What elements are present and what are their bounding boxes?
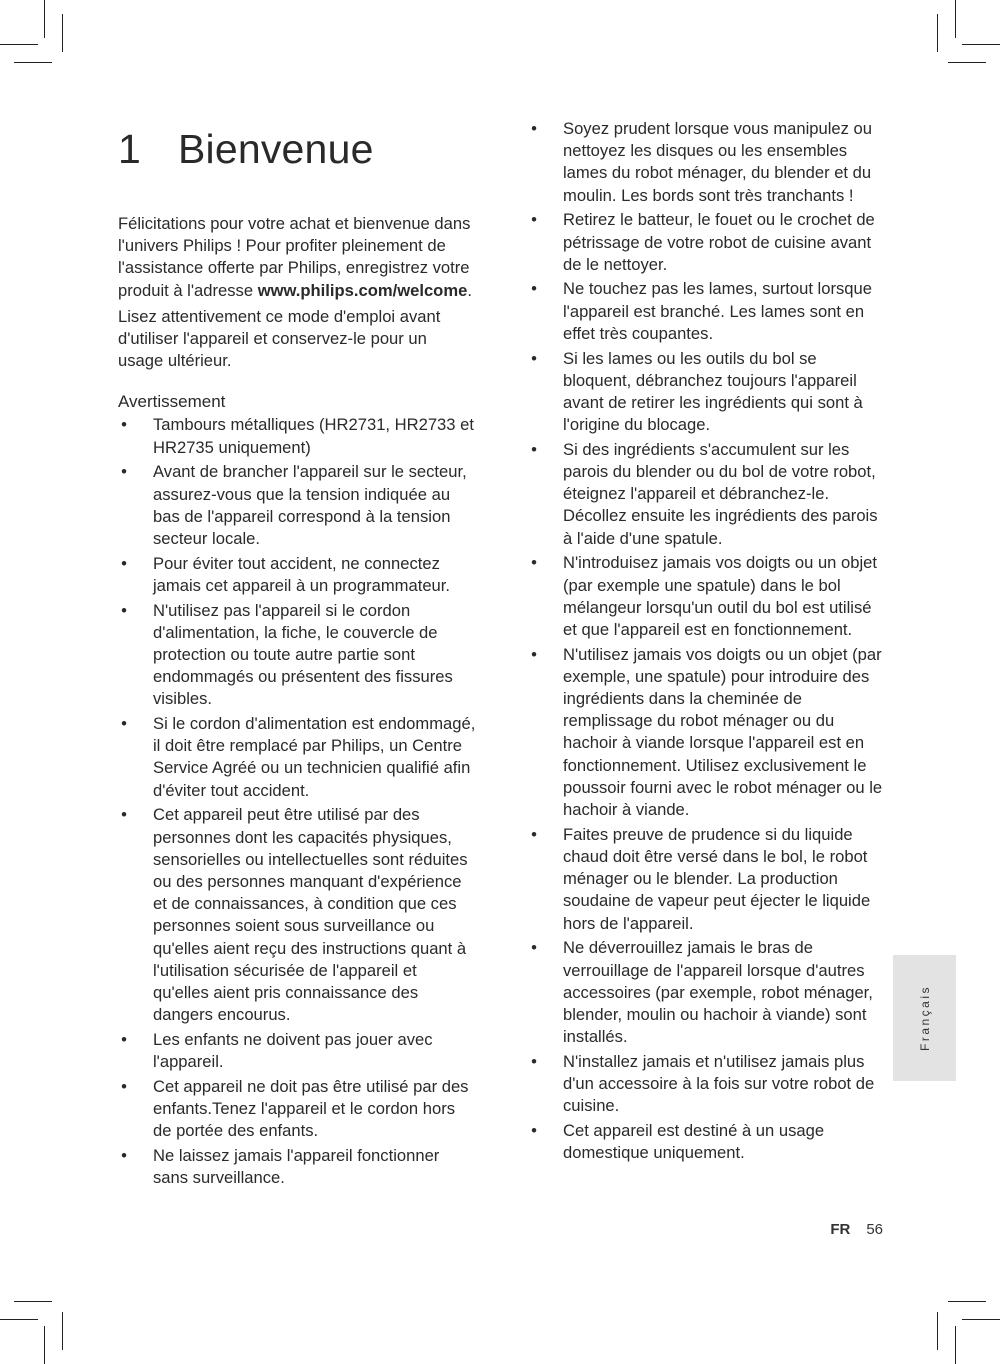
instructions-paragraph: Lisez attentivement ce mode d'emploi avant d'utiliser l'appareil et conservez-le pour un usage ultérieur. [118,306,441,371]
right-column [528,118,886,1167]
warning-item-text: Si le cordon d'alimentation est endommagé, il doit être remplacé par Philips, un Centre Service Agréé ou un technicien qualifié afin d'éviter tout accident. [153,714,476,800]
chapter-title: Bienvenue [178,126,374,172]
warning-item-text: Avant de brancher l'appareil sur le secteur, assurez-vous que la tension indiquée au bas de l'appareil correspond à la tension secteur locale. [153,462,467,548]
warning-list-item [118,1076,476,1143]
bullet-icon: • [121,1076,127,1096]
warning-heading: Avertissement [118,392,226,412]
warning-item-text: Cet appareil est destiné à un usage domestique uniquement. [563,1120,825,1163]
warning-list-left [118,414,476,1189]
warning-item-text: Ne laissez jamais l'appareil fonctionner sans surveillance. [153,1145,440,1188]
warning-list-item [528,937,886,1048]
warning-item-text: Tambours métalliques (HR2731, HR2733 et HR2735 uniquement) [153,415,474,457]
bullet-icon: • [531,644,537,664]
warning-list-item [528,552,886,641]
warning-item-text: Ne touchez pas les lames, surtout lorsque l'appareil est branché. Les lames sont en effet très coupantes. [563,279,872,343]
warning-item-text: N'utilisez pas l'appareil si le cordon d'alimentation, la fiche, le couvercle de protection ou toute autre partie sont endommagés ou présentent des fissures visibles. [153,600,453,709]
page-footer [830,1221,883,1238]
bullet-icon: • [121,805,127,825]
crop-mark [62,1312,63,1350]
warning-list-item [118,804,476,1026]
warning-list-item [118,461,476,550]
crop-mark [948,1301,986,1302]
crop-mark [948,62,986,63]
welcome-link[interactable]: www.philips.com/welcome [257,280,468,300]
crop-mark [962,44,1000,45]
crop-mark [14,1301,52,1302]
warning-list-item [528,1051,886,1118]
bullet-icon: • [531,279,537,299]
warning-list-item [528,348,886,437]
warning-item-text: Pour éviter tout accident, ne connectez jamais cet appareil à un programmateur. [153,553,450,595]
warning-list-item [528,824,886,935]
warning-item-text: Soyez prudent lorsque vous manipulez ou nettoyez les disques ou les ensembles lames du robot ménager, du blender et du moulin. Les bords sont très tranchants ! [563,119,873,205]
bullet-icon: • [531,824,537,844]
crop-mark [962,1319,1000,1320]
crop-mark [62,14,63,52]
warning-list-item [118,414,476,458]
page-number: 56 [866,1221,883,1238]
bullet-icon: • [531,210,537,230]
warning-list-item [118,1029,476,1073]
crop-mark [44,0,45,38]
bullet-icon: • [121,462,127,482]
intro-paragraph [118,213,476,302]
warning-list-item [118,713,476,802]
warning-item-text: Retirez le batteur, le fouet ou le crochet de pétrissage de votre robot de cuisine avant de le nettoyer. [563,210,875,274]
warning-list-item [528,118,886,207]
crop-mark [955,0,956,38]
left-column [118,118,476,1192]
warning-list-item [528,278,886,345]
bullet-icon: • [121,600,127,620]
bullet-icon: • [531,348,537,368]
intro-period: . [467,280,472,300]
crop-mark [14,62,52,63]
language-code: FR [830,1221,851,1238]
warning-item-text: Cet appareil ne doit pas être utilisé par des enfants.Tenez l'appareil et le cordon hors de portée des enfants. [153,1076,469,1141]
warning-list-item [118,600,476,711]
warning-list-item [528,1120,886,1164]
warning-item-text: N'installez jamais et n'utilisez jamais plus d'un accessoire à la fois sur votre robot de cuisine. [563,1051,875,1116]
warning-list-item [528,209,886,276]
warning-list-item [118,553,476,597]
crop-mark [0,44,38,45]
warning-item-text: N'utilisez jamais vos doigts ou un objet (par exemple, une spatule) pour introduire des ingrédients dans la cheminée de remplissage du robot ménager ou du hachoir à viande lorsque l'appareil est en fonctionnement. Utilisez exclusivement le poussoir fourni avec le robot ménager ou le hachoir à viande. [563,644,883,820]
bullet-icon: • [531,1051,537,1071]
intro-text: Félicitations pour votre achat et bienvenue dans l'univers Philips ! Pour profiter pleinement de l'assistance offerte par Philips, enregistrez votre produit à l'adresse [118,214,471,300]
page-title [118,126,476,173]
warning-list-item [528,644,886,822]
bullet-icon: • [531,553,537,573]
warning-item-text: N'introduisez jamais vos doigts ou un objet (par exemple une spatule) dans le bol mélangeur lorsqu'un outil du bol est utilisé et que l'appareil est en fonctionnement. [563,553,878,639]
bullet-icon: • [121,415,127,435]
warning-item-text: Les enfants ne doivent pas jouer avec l'appareil. [153,1029,433,1072]
crop-mark [937,14,938,52]
bullet-icon: • [531,439,537,459]
language-tab [893,955,956,1081]
warning-item-text: Ne déverrouillez jamais le bras de verrouillage de l'appareil lorsque d'autres accessoires (par exemple, robot ménager, blender, moulin ou hachoir à viande) sont installés. [563,938,873,1047]
warning-item-text: Si des ingrédients s'accumulent sur les parois du blender ou du bol de votre robot, éteignez l'appareil et débranchez-le. Décollez ensuite les ingrédients des parois à l'aide d'une spatule. [563,439,878,548]
crop-mark [955,1326,956,1364]
bullet-icon: • [531,119,537,138]
warning-list-item [118,1145,476,1189]
bullet-icon: • [121,553,127,573]
bullet-icon: • [531,1120,537,1140]
warning-item-text: Cet appareil peut être utilisé par des personnes dont les capacités physiques, sensorielles ou intellectuelles sont réduites ou des personnes manquant d'expérience et de connaissances, à condition que ces personnes soient sous surveillance ou qu'elles aient reçu des instructions quant à l'utilisation sécurisée de l'appareil et qu'elles aient pris connaissance des dangers encourus. [153,805,468,1025]
language-tab-label: Français [917,984,932,1052]
warning-list-item [528,439,886,550]
bullet-icon: • [121,1029,127,1049]
bullet-icon: • [531,938,537,958]
chapter-number: 1 [118,126,142,172]
crop-mark [937,1312,938,1350]
bullet-icon: • [121,714,127,734]
warning-item-text: Faites preuve de prudence si du liquide chaud doit être versé dans le bol, le robot ménager ou le blender. La production soudaine de vapeur peut éjecter le liquide hors de l'appareil. [563,824,871,933]
crop-mark [0,1319,38,1320]
crop-mark [44,1326,45,1364]
bullet-icon: • [121,1145,127,1165]
warning-list-right [528,118,886,1164]
warning-item-text: Si les lames ou les outils du bol se bloquent, débranchez toujours l'appareil avant de retirer les ingrédients qui sont à l'origine du blocage. [563,348,863,435]
